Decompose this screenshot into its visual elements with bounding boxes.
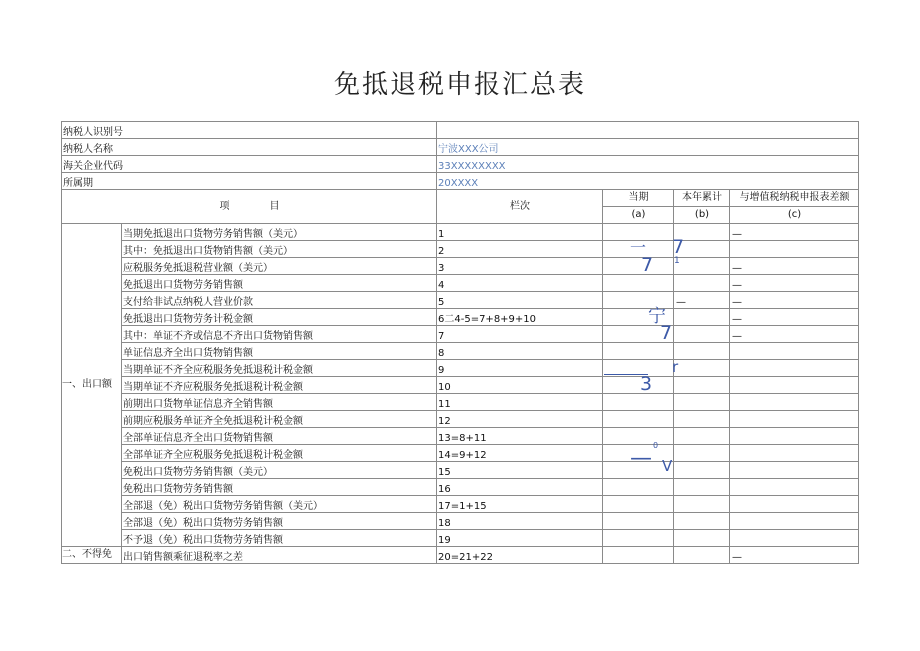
- cell-ytd[interactable]: [674, 462, 730, 479]
- row-item: 出口销售额乘征退税率之差: [122, 547, 437, 564]
- handwritten-mark: r: [672, 358, 679, 376]
- row-col: 6二4-5=7+8+9+10: [437, 309, 603, 326]
- row-item: 全部单证信息齐全出口货物销售额: [122, 428, 437, 445]
- cell-diff[interactable]: —: [730, 258, 859, 275]
- info-row: [62, 173, 859, 190]
- table-row: [62, 275, 859, 292]
- cell-current[interactable]: [603, 496, 674, 513]
- table-row: [62, 343, 859, 360]
- cell-current[interactable]: [603, 292, 674, 309]
- row-item: 其中：单证不齐或信息不齐出口货物销售额: [122, 326, 437, 343]
- handwritten-mark: 0: [653, 441, 659, 450]
- cell-ytd[interactable]: [674, 309, 730, 326]
- table-row: [62, 326, 859, 343]
- row-item: 前期应税服务单证齐全免抵退税计税金额: [122, 411, 437, 428]
- info-row: [62, 122, 859, 139]
- handwritten-mark: 一: [630, 238, 647, 257]
- row-item: 免抵退出口货物劳务销售额: [122, 275, 437, 292]
- handwritten-mark: 宁: [648, 306, 666, 327]
- row-item: 免税出口货物劳务销售额: [122, 479, 437, 496]
- handwritten-mark: 7: [672, 236, 685, 258]
- handwritten-mark: 3: [640, 373, 653, 395]
- cell-diff[interactable]: —: [730, 547, 859, 564]
- declaration-table: [61, 121, 859, 564]
- row-col: 17=1+15: [437, 496, 603, 513]
- handwritten-mark: —: [630, 446, 652, 471]
- cell-current[interactable]: [603, 343, 674, 360]
- info-label: 纳税人名称: [62, 139, 437, 156]
- cell-ytd[interactable]: [674, 496, 730, 513]
- table-row: [62, 496, 859, 513]
- info-label: 纳税人识别号: [62, 122, 437, 139]
- declaration-table-wrapper: [61, 121, 859, 564]
- row-col: 2: [437, 241, 603, 258]
- handwritten-mark: 1: [674, 256, 680, 266]
- cell-current[interactable]: [603, 530, 674, 547]
- table-row: [62, 428, 859, 445]
- info-row: [62, 156, 859, 173]
- header-current: 当期: [603, 190, 674, 207]
- cell-ytd[interactable]: [674, 224, 730, 241]
- row-item: 全部单证齐全应税服务免抵退税计税金额: [122, 445, 437, 462]
- table-row: [62, 445, 859, 462]
- row-col: 7: [437, 326, 603, 343]
- info-label: 海关企业代码: [62, 156, 437, 173]
- cell-ytd[interactable]: [674, 343, 730, 360]
- row-item: 免税出口货物劳务销售额（美元）: [122, 462, 437, 479]
- page-title: 免抵退税申报汇总表: [333, 70, 586, 100]
- row-col: 18: [437, 513, 603, 530]
- table-row: [62, 224, 859, 241]
- table-row: [62, 479, 859, 496]
- row-item: 全部退（免）税出口货物劳务销售额: [122, 513, 437, 530]
- row-item: 应税服务免抵退税营业额（美元）: [122, 258, 437, 275]
- cell-diff[interactable]: [730, 411, 859, 428]
- cell-ytd[interactable]: —: [674, 292, 730, 309]
- table-row: [62, 258, 859, 275]
- cell-ytd[interactable]: [674, 513, 730, 530]
- cell-diff[interactable]: [730, 343, 859, 360]
- row-col: 9: [437, 360, 603, 377]
- table-row: [62, 292, 859, 309]
- table-row: [62, 530, 859, 547]
- cell-diff[interactable]: [730, 377, 859, 394]
- cell-ytd[interactable]: [674, 411, 730, 428]
- cell-diff[interactable]: [730, 445, 859, 462]
- row-col: 19: [437, 530, 603, 547]
- info-row: [62, 139, 859, 156]
- cell-current[interactable]: [603, 224, 674, 241]
- header-current-sub: (a): [603, 207, 674, 224]
- row-col: 11: [437, 394, 603, 411]
- cell-current[interactable]: [603, 513, 674, 530]
- row-col: 1: [437, 224, 603, 241]
- table-row: [62, 309, 859, 326]
- cell-diff[interactable]: [730, 462, 859, 479]
- cell-ytd[interactable]: [674, 530, 730, 547]
- cell-diff[interactable]: [730, 496, 859, 513]
- row-col: 20=21+22: [437, 547, 603, 564]
- cell-current[interactable]: [603, 411, 674, 428]
- cell-current[interactable]: [603, 445, 674, 462]
- cell-diff[interactable]: [730, 428, 859, 445]
- table-row: [62, 547, 859, 564]
- info-value[interactable]: [437, 122, 859, 139]
- header-col: 栏次: [437, 190, 603, 224]
- cell-ytd[interactable]: [674, 241, 730, 258]
- cell-diff[interactable]: —: [730, 224, 859, 241]
- header-item: 项 目: [62, 190, 437, 224]
- row-item: 免抵退出口货物劳务计税金额: [122, 309, 437, 326]
- row-item: 当期单证不齐应税服务免抵退税计税金额: [122, 377, 437, 394]
- cell-current[interactable]: [603, 254, 674, 276]
- cell-ytd[interactable]: [674, 428, 730, 445]
- table-row: [62, 377, 859, 394]
- row-col: 14=9+12: [437, 445, 603, 462]
- cell-diff[interactable]: [730, 513, 859, 530]
- row-col: 10: [437, 377, 603, 394]
- cell-ytd[interactable]: [674, 258, 730, 275]
- cell-diff[interactable]: —: [730, 309, 859, 326]
- section-label-export: 一、出口额: [62, 224, 122, 547]
- table-row: [62, 360, 859, 377]
- info-label: 所属期: [62, 173, 437, 190]
- cell-current[interactable]: [603, 238, 674, 258]
- cell-ytd[interactable]: [674, 445, 730, 462]
- table-row: [62, 394, 859, 411]
- row-item: 不予退（免）税出口货物劳务销售额: [122, 530, 437, 547]
- handwritten-stroke: [604, 374, 648, 375]
- row-item: 当期免抵退出口货物劳务销售额（美元）: [122, 224, 437, 241]
- cell-diff[interactable]: [730, 530, 859, 547]
- cell-diff[interactable]: —: [730, 292, 859, 309]
- cell-current[interactable]: [603, 322, 674, 344]
- cell-ytd[interactable]: [674, 479, 730, 496]
- header-diff: 与增值税纳税申报表差额: [730, 190, 859, 207]
- row-col: 15: [437, 462, 603, 479]
- header-ytd: 本年累计: [674, 190, 730, 207]
- header-diff-sub: (c): [730, 207, 859, 224]
- row-col: 8: [437, 343, 603, 360]
- info-value[interactable]: 20XXXX: [437, 173, 859, 190]
- cell-diff[interactable]: [730, 479, 859, 496]
- cell-ytd[interactable]: [674, 326, 730, 343]
- cell-ytd[interactable]: [674, 394, 730, 411]
- row-item: 其中：免抵退出口货物销售额（美元）: [122, 241, 437, 258]
- row-col: 3: [437, 258, 603, 275]
- table-row: [62, 462, 859, 479]
- row-col: 16: [437, 479, 603, 496]
- table-row: [62, 241, 859, 258]
- cell-current[interactable]: [603, 373, 674, 395]
- cell-current[interactable]: [603, 394, 674, 411]
- cell-diff[interactable]: [730, 360, 859, 377]
- handwritten-mark: 7: [660, 322, 673, 344]
- cell-diff[interactable]: [730, 394, 859, 411]
- cell-current[interactable]: [603, 275, 674, 292]
- row-col: 5: [437, 292, 603, 309]
- cell-current[interactable]: [603, 306, 674, 327]
- row-item: 前期出口货物单证信息齐全销售额: [122, 394, 437, 411]
- row-item: 单证信息齐全出口货物销售额: [122, 343, 437, 360]
- row-col: 13=8+11: [437, 428, 603, 445]
- cell-ytd[interactable]: [674, 377, 730, 394]
- info-value[interactable]: 33XXXXXXXX: [437, 156, 859, 173]
- info-value[interactable]: 宁波XXX公司: [437, 139, 859, 156]
- row-col: 12: [437, 411, 603, 428]
- header-ytd-sub: (b): [674, 207, 730, 224]
- header-row: [62, 190, 859, 207]
- cell-ytd[interactable]: [674, 547, 730, 564]
- handwritten-mark: 7: [641, 254, 654, 276]
- section-label-nondeductible: 二、不得免: [62, 547, 122, 564]
- cell-ytd[interactable]: [674, 275, 730, 292]
- handwritten-mark: V: [662, 457, 673, 475]
- cell-current[interactable]: [603, 462, 674, 479]
- cell-ytd[interactable]: [674, 360, 730, 377]
- cell-current[interactable]: [603, 479, 674, 496]
- cell-diff[interactable]: —: [730, 275, 859, 292]
- row-item: 支付给非试点纳税人营业价款: [122, 292, 437, 309]
- row-item: 当期单证不齐全应税服务免抵退税计税金额: [122, 360, 437, 377]
- table-row: [62, 513, 859, 530]
- cell-diff[interactable]: [730, 241, 859, 258]
- cell-current[interactable]: [603, 547, 674, 564]
- cell-diff[interactable]: —: [730, 326, 859, 343]
- row-col: 4: [437, 275, 603, 292]
- cell-current[interactable]: [603, 428, 674, 445]
- table-row: [62, 411, 859, 428]
- row-item: 全部退（免）税出口货物劳务销售额（美元）: [122, 496, 437, 513]
